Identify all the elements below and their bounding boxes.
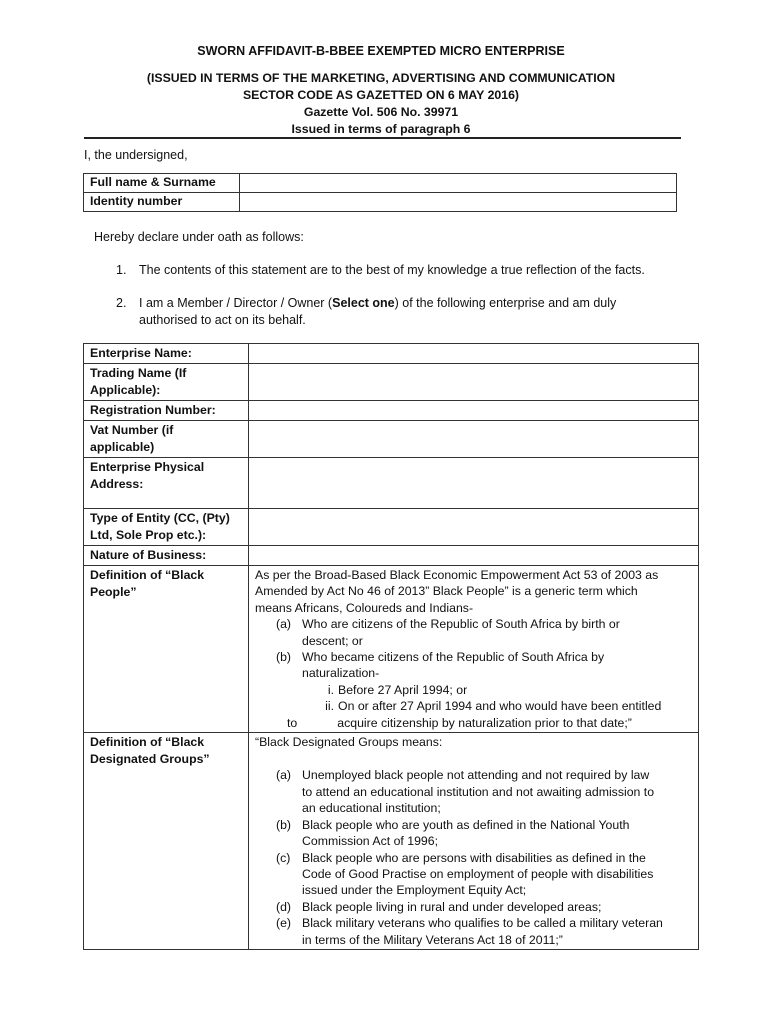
list-item-text: an educational institution;	[302, 801, 441, 816]
list-marker: (b)	[276, 817, 292, 832]
list-item-text: Black people who are persons with disabilities as defined in the	[302, 850, 646, 865]
enterprise-name-label: Enterprise Name:	[84, 344, 249, 364]
table-row	[84, 193, 677, 212]
full-name-label: Full name & Surname	[84, 174, 240, 193]
identity-number-field[interactable]	[240, 193, 677, 212]
list-item-text: issued under the Employment Equity Act;	[302, 883, 527, 898]
full-name-field[interactable]	[240, 174, 677, 193]
table-row	[84, 174, 677, 193]
paragraph-reference: Issued in terms of paragraph 6	[291, 122, 471, 136]
table-row	[84, 509, 699, 546]
table-row	[84, 364, 699, 401]
statement-number: 1.	[116, 263, 127, 277]
designated-groups-definition-label: Definition of “Black Designated Groups”	[84, 733, 249, 950]
list-item-text: Black people living in rural and under developed areas;	[302, 899, 602, 914]
list-item	[255, 767, 693, 816]
document-subtitle	[84, 70, 678, 138]
table-row	[84, 546, 699, 566]
list-marker: (e)	[276, 916, 292, 931]
list-item: (b) Who became citizens of the Republic of South Africa by naturalization-	[276, 650, 605, 681]
table-row	[84, 733, 699, 950]
list-marker: (c)	[276, 850, 291, 865]
list-item-text: in terms of the Military Veterans Act 18 of 2011;”	[302, 932, 563, 947]
list-item-text: to attend an educational institution and not awaiting admission to	[302, 784, 655, 799]
table-row	[84, 566, 699, 733]
list-item-continuation: to acquire citizenship by naturalization prior to that date;”	[287, 715, 632, 730]
registration-number-label: Registration Number:	[84, 401, 249, 421]
gazette-reference: Gazette Vol. 506 No. 39971	[303, 105, 459, 119]
list-item-text: Black people who are youth as defined in the National Youth	[302, 817, 630, 832]
statement-text: The contents of this statement are to the best of my knowledge a true reflection of the facts.	[139, 263, 645, 277]
black-people-definition-label: Definition of “Black People”	[84, 566, 249, 733]
identity-table	[83, 173, 677, 212]
vat-number-label: Vat Number (if applicable)	[84, 421, 249, 458]
subtitle-line-2: SECTOR CODE AS GAZETTED ON 6 MAY 2016)	[242, 88, 520, 102]
header-divider	[84, 137, 681, 139]
list-marker: (d)	[276, 899, 292, 914]
trading-name-label: Trading Name (If Applicable):	[84, 364, 249, 401]
enterprise-table	[83, 343, 699, 950]
intro-text: I, the undersigned,	[84, 148, 188, 162]
document-title: SWORN AFFIDAVIT-B-BBEE EXEMPTED MICRO ENTERPRISE	[197, 44, 565, 58]
vat-number-field[interactable]	[249, 421, 699, 458]
list-item-text: Unemployed black people not attending and not required by law	[302, 768, 650, 783]
table-row	[84, 401, 699, 421]
list-item	[255, 915, 693, 948]
list-item: ii. On or after 27 April 1994 and who would have been entitled	[325, 699, 662, 714]
table-row	[84, 458, 699, 509]
trading-name-field[interactable]	[249, 364, 699, 401]
list-item	[255, 817, 693, 850]
entity-type-label: Type of Entity (CC, (Pty) Ltd, Sole Prop etc.):	[84, 509, 249, 546]
statement-text: I am a Member / Director / Owner (Select one) of the following enterprise and am duly authorised to act on its behalf.	[139, 296, 617, 327]
list-item	[255, 899, 693, 915]
designated-groups-list	[255, 767, 693, 947]
statement-number: 2.	[116, 296, 127, 310]
declaration-text: Hereby declare under oath as follows:	[94, 230, 304, 244]
list-item-text: Commission Act of 1996;	[302, 834, 439, 849]
enterprise-name-field[interactable]	[249, 344, 699, 364]
select-one-emphasis: Select one	[332, 296, 395, 310]
table-row	[84, 344, 699, 364]
list-item: i. Before 27 April 1994; or	[327, 682, 468, 697]
list-marker: (a)	[276, 768, 292, 783]
nature-of-business-label: Nature of Business:	[84, 546, 249, 566]
table-row	[84, 421, 699, 458]
entity-type-field[interactable]	[249, 509, 699, 546]
physical-address-label: Enterprise Physical Address:	[84, 458, 249, 509]
black-people-definition-text: As per the Broad-Based Black Economic Empowerment Act 53 of 2003 as Amended by Act No 46 of 2013” Black People” is a generic term which means Africans, Coloureds and Indians- (a) Who are citizens of the Republic of South Africa by birth or descent; or (b) Who became citizens of the Republic of South Africa by naturalization- i. Before 27 April 1994; or ii. On or after 27 April 1994 and who would have been entitled to acquire citizenship by naturalization prior to that date;”	[249, 566, 699, 733]
registration-number-field[interactable]	[249, 401, 699, 421]
physical-address-field[interactable]	[249, 458, 699, 509]
list-item-text: Black military veterans who qualifies to be called a military veteran	[302, 916, 663, 931]
list-item	[255, 850, 693, 899]
designated-groups-definition-text: “Black Designated Groups means: (a) Unemployed black people not attending and not required by law to attend an educational institution and not awaiting admission to an educational institution; (b) Black people who are youth as defined in the National Youth Commission Act of 1996; (c) Black people who are persons with disabilities as defined in the Code of Good Practise on employment of people with disabilities issued under the Employment Equity Act; (d) Black people living in rural and under developed areas; (e) Black military veterans who qualifies to be called a military veteran in terms of the Military Veterans Act 18 of 2011;”	[249, 733, 699, 950]
list-item-text: Code of Good Practise on employment of people with disabilities	[302, 866, 654, 881]
list-item: (a) Who are citizens of the Republic of South Africa by birth or descent; or	[276, 617, 620, 648]
identity-number-label: Identity number	[84, 193, 240, 212]
subtitle-line-1: (ISSUED IN TERMS OF THE MARKETING, ADVERTISING AND COMMUNICATION	[146, 71, 616, 85]
nature-of-business-field[interactable]	[249, 546, 699, 566]
